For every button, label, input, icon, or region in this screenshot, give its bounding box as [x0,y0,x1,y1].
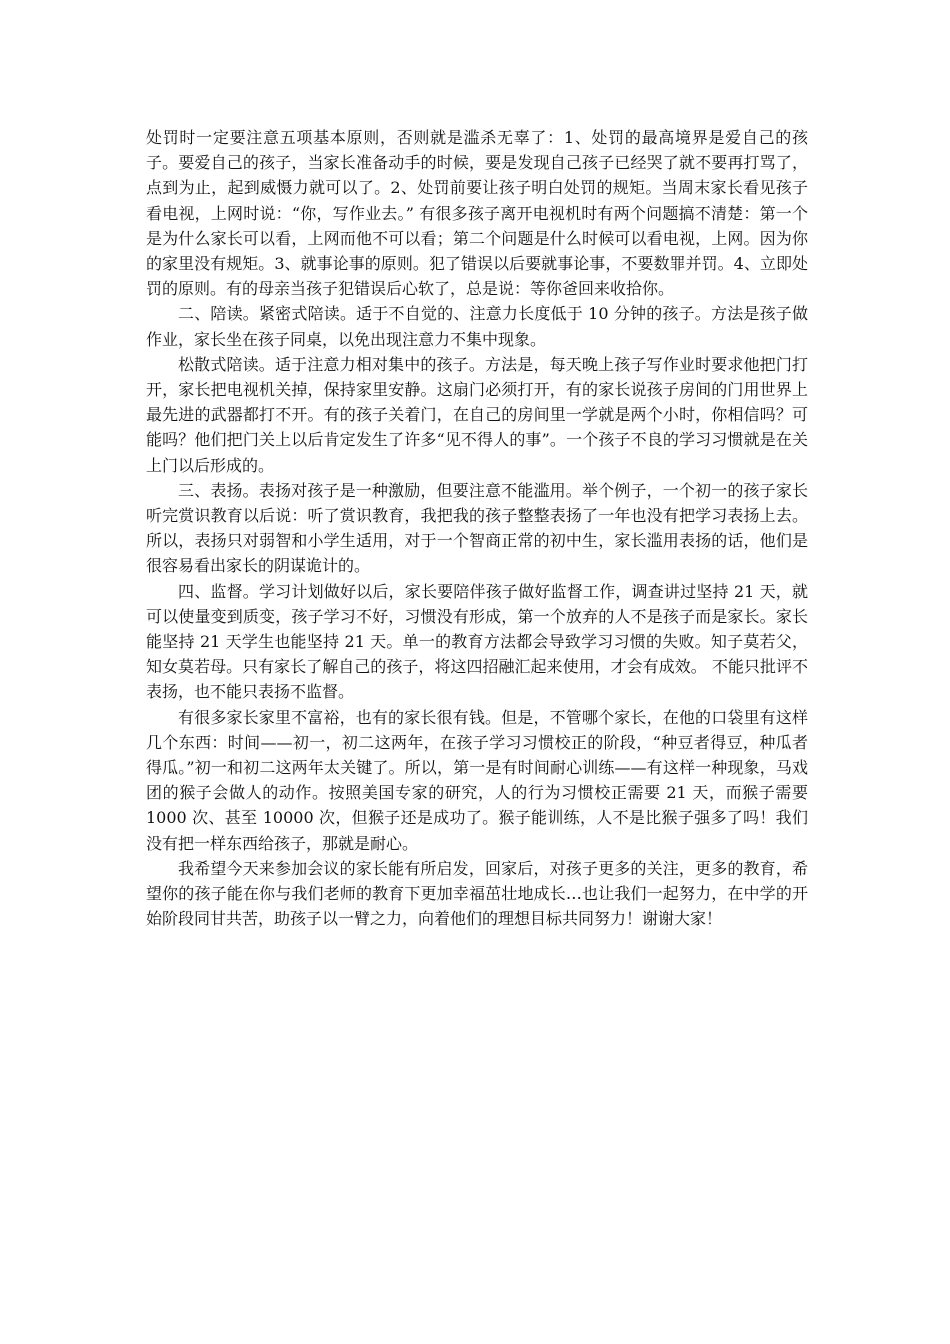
document-body [146,125,808,932]
paragraph-patience: 有很多家长家里不富裕，也有的家长很有钱。但是，不管哪个家长，在他的口袋里有这样几个东西：时间——初一，初二这两年，在孩子学习习惯校正的阶段，“种豆者得豆，种瓜者得瓜。”初一和初二这两年太关键了。所以，第一是有时间耐心训练——有这样一种现象，马戏团的猴子会做人的动作。按照美国专家的研究，人的行为习惯校正需要 21 天，而猴子需要 1000 次、甚至 10000 次，但猴子还是成功了。猴子能训练，人不是比猴子强多了吗！我们没有把一样东西给孩子，那就是耐心。 [146,707,808,853]
paragraph-accompany-reading: 二、陪读。紧密式陪读。适于不自觉的、注意力长度低于 10 分钟的孩子。方法是孩子做作业，家长坐在孩子同桌，以免出现注意力不集中现象。 [146,304,808,349]
paragraph-closing: 我希望今天来参加会议的家长能有所启发，回家后，对孩子更多的关注，更多的教育，希望你的孩子能在你与我们老师的教育下更加幸福茁壮地成长…也让我们一起努力，在中学的开始阶段同甘共苦，助孩子以一臂之力，向着他们的理想目标共同努力！谢谢大家！ [146,858,808,929]
paragraph-praise: 三、表扬。表扬对孩子是一种激励，但要注意不能滥用。举个例子，一个初一的孩子家长听完赏识教育以后说：听了赏识教育，我把我的孩子整整表扬了一年也没有把学习表扬上去。所以，表扬只对弱智和小学生适用，对于一个智商正常的初中生，家长滥用表扬的话，他们是很容易看出家长的阴谋诡计的。 [146,480,808,576]
paragraph-punishment-principles: 处罚时一定要注意五项基本原则，否则就是滥杀无辜了：1、处罚的最高境界是爱自己的孩子。要爱自己的孩子，当家长准备动手的时候，要是发现自己孩子已经哭了就不要再打骂了，点到为止，起到威慑力就可以了。2、处罚前要让孩子明白处罚的规矩。当周末家长看见孩子看电视，上网时说：“你，写作业去。” 有很多孩子离开电视机时有两个问题搞不清楚：第一个是为什么家长可以看，上网而他不可以看；第二个问题是什么时候可以看电视，上网。因为你的家里没有规矩。3、就事论事的原则。犯了错误以后要就事论事，不要数罪并罚。4、立即处罚的原则。有的母亲当孩子犯错误后心软了，总是说：等你爸回来收拾你。 [146,128,808,299]
paragraph-loose-accompany: 松散式陪读。适于注意力相对集中的孩子。方法是，每天晚上孩子写作业时要求他把门打开，家长把电视机关掉，保持家里安静。这扇门必须打开，有的家长说孩子房间的门用世界上最先进的武器都打不开。有的孩子关着门，在自己的房间里一学就是两个小时，你相信吗？可能吗？他们把门关上以后肯定发生了许多“见不得人的事”。一个孩子不良的学习习惯就是在关上门以后形成的。 [146,354,808,475]
paragraph-supervision: 四、监督。学习计划做好以后，家长要陪伴孩子做好监督工作，调查讲过坚持 21 天，就可以使量变到质变，孩子学习不好，习惯没有形成，第一个放弃的人不是孩子而是家长。家长能坚持 21 天学生也能坚持 21 天。单一的教育方法都会导致学习习惯的失败。知子莫若父，知女莫若母。只有家长了解自己的孩子，将这四招融汇起来使用，才会有成效。 不能只批评不表扬，也不能只表扬不监督。 [146,581,808,702]
